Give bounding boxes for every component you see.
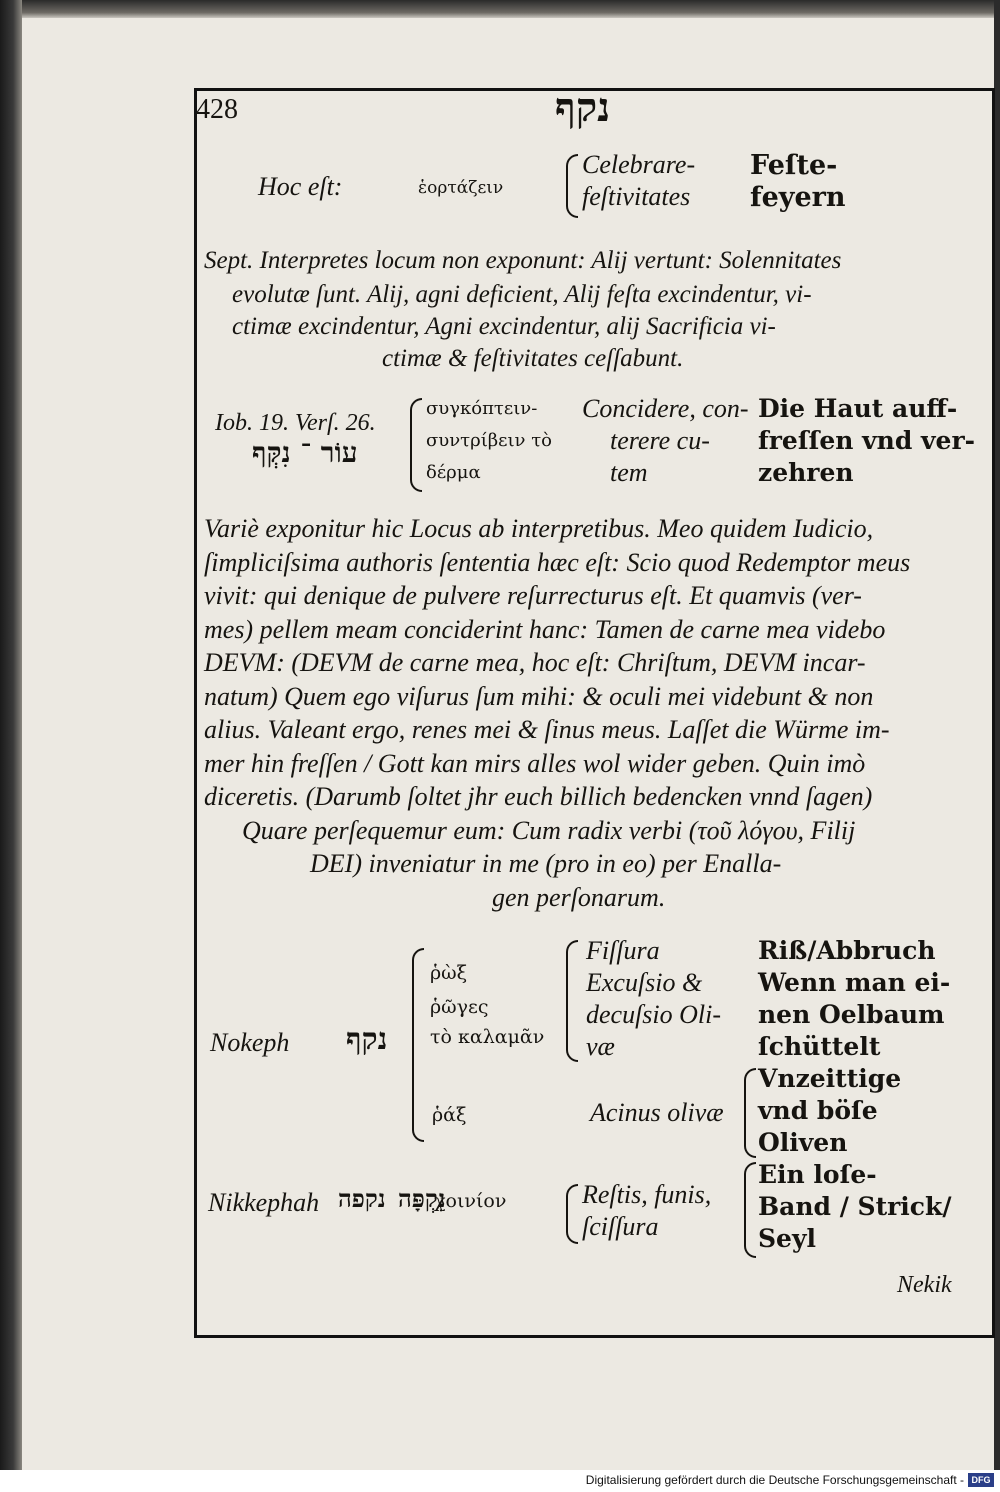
nikkephah-hebrew-a: נקפה <box>338 1184 386 1213</box>
nokeph-german-3: nen Oelbaum <box>758 1000 945 1029</box>
hoc-greek: ἑορτάζειν <box>418 178 504 198</box>
commentary-line: mes) pellem meam conciderint hanc: Tamen de carne mea videbo <box>204 614 886 644</box>
iob-greek-2: συντρίβειν τὸ <box>426 430 553 451</box>
nokeph-label: Nokeph <box>210 1028 290 1057</box>
nokeph-latin-2: Excuſsio & <box>586 968 703 997</box>
nikkephah-german-2: Band / Strick/ <box>758 1192 952 1221</box>
iob-latin-3: tem <box>610 458 648 487</box>
catchword: Nekik <box>897 1272 952 1298</box>
hoc-german-2: feyern <box>750 182 846 213</box>
nikkephah-german-1: Ein loſe- <box>758 1160 877 1189</box>
dfg-logo: DFG <box>968 1473 994 1487</box>
hoc-german-1: Feſte- <box>750 150 838 181</box>
iob-reference: Iob. 19. Verſ. 26. <box>215 410 376 436</box>
iob-latin-1: Concidere, con- <box>582 394 749 423</box>
nikkephah-german-3: Seyl <box>758 1224 816 1253</box>
nokeph-german-2: Wenn man ei- <box>758 968 951 997</box>
nokeph-german-b-1: Vnzeittige <box>758 1064 902 1093</box>
nokeph-greek-1: ῥὼξ <box>430 962 468 984</box>
nikkephah-label: Nikkephah <box>208 1188 320 1217</box>
commentary-line: vivit: qui denique de pulvere reſurrecturus eſt. Et quamvis (ver- <box>204 581 862 610</box>
digitization-footer <box>0 1470 1000 1492</box>
iob-hebrew: עוֹר ־ נִקְּף <box>252 436 358 469</box>
commentary-line: mer hin freſſen / Gott kan mirs alles wol wider geben. Quin imò <box>204 748 866 778</box>
commentary-paragraph <box>204 512 968 914</box>
nikkephah-latin-2: ſciſſura <box>582 1212 659 1241</box>
iob-greek-1: συγκόπτειν- <box>426 398 538 419</box>
iob-greek-3: δέρμα <box>426 462 481 483</box>
nokeph-latin-b: Acinus olivæ <box>590 1098 724 1127</box>
hoc-latin-1: Celebrare- <box>582 150 696 179</box>
footer-credit: Digitalisierung gefördert durch die Deutsche Forschungsgemeinschaft - <box>585 1473 964 1487</box>
nokeph-greek-3: τὸ καλαμᾶν <box>430 1026 545 1048</box>
iob-german-3: zehren <box>758 458 854 487</box>
hoc-latin-2: feſtivitates <box>582 182 691 211</box>
nokeph-greek-2: ῥῶγες <box>430 996 489 1018</box>
nokeph-latin-brace <box>566 940 578 1062</box>
book-spine-shadow <box>0 0 22 1470</box>
page-number: 428 <box>196 94 238 125</box>
nokeph-latin-4: væ <box>586 1032 615 1061</box>
nokeph-hebrew: נקף <box>346 1022 388 1057</box>
nikkephah-german-brace <box>744 1162 756 1258</box>
nikkephah-latin-brace <box>566 1184 578 1244</box>
nokeph-german-4: ſchüttelt <box>758 1032 881 1061</box>
running-head: נקף <box>555 84 611 131</box>
iob-latin-2: terere cu- <box>610 426 710 455</box>
hoc-brace <box>566 154 578 218</box>
sept-line-3: ctimæ excindentur, Agni excindentur, alij Sacrificia vi- <box>232 313 776 340</box>
nikkephah-hebrew-b: נִקְפָּה <box>398 1184 446 1213</box>
nokeph-german-b-3: Oliven <box>758 1128 848 1157</box>
commentary-line: alius. Valeant ergo, renes mei & ſinus meus. Laſſet die Würme im- <box>204 715 890 744</box>
iob-greek-brace <box>410 398 422 492</box>
iob-german-1: Die Haut auff- <box>758 394 958 423</box>
commentary-line: diceretis. (Darumb ſoltet jhr euch billich bedencken vnnd ſagen) <box>204 782 873 811</box>
book-edge-top <box>0 0 1000 18</box>
nokeph-latin-3: decuſsio Oli- <box>586 1000 722 1029</box>
nokeph-german-b-2: vnd böſe <box>758 1096 878 1125</box>
iob-german-2: freſſen vnd ver- <box>758 426 975 455</box>
sept-line-1: Sept. Interpretes locum non exponunt: Alij vertunt: Solennitates <box>204 247 842 274</box>
nokeph-latin-1: Fiſſura <box>586 936 660 965</box>
sept-line-4: ctimæ & feſtivitates ceſſabunt. <box>382 345 684 372</box>
nokeph-german-b-brace <box>744 1068 756 1158</box>
nokeph-german-1: Riß/Abbruch <box>758 936 936 965</box>
hoc-est-label: Hoc eſt: <box>258 172 343 201</box>
nikkephah-greek: χοινίον <box>434 1190 507 1212</box>
commentary-line: DEI) inveniatur in me (pro in eo) per Enalla- <box>310 849 782 878</box>
commentary-line: Quare perſequemur eum: Cum radix verbi (τοῦ λόγου, Filij <box>242 815 856 845</box>
commentary-line: DEVM: (DEVM de carne mea, hoc eſt: Chriſtum, DEVM incar- <box>204 648 866 677</box>
sept-line-2: evolutæ ſunt. Alij, agni deficient, Alij feſta excindentur, vi- <box>232 281 812 308</box>
commentary-line: gen perſonarum. <box>492 882 666 912</box>
nokeph-greek-b: ῥάξ <box>432 1104 467 1126</box>
commentary-line: ſimpliciſsima authoris ſententia hæc eſt: Scio quod Redemptor meus <box>204 547 911 577</box>
nikkephah-latin-1: Reſtis, funis, <box>582 1180 712 1209</box>
nokeph-main-brace <box>412 948 424 1142</box>
commentary-line: natum) Quem ego viſurus ſum mihi: & oculi mei videbunt & non <box>204 681 874 711</box>
commentary-line: Variè exponitur hic Locus ab interpretibus. Meo quidem Iudicio, <box>204 514 874 543</box>
